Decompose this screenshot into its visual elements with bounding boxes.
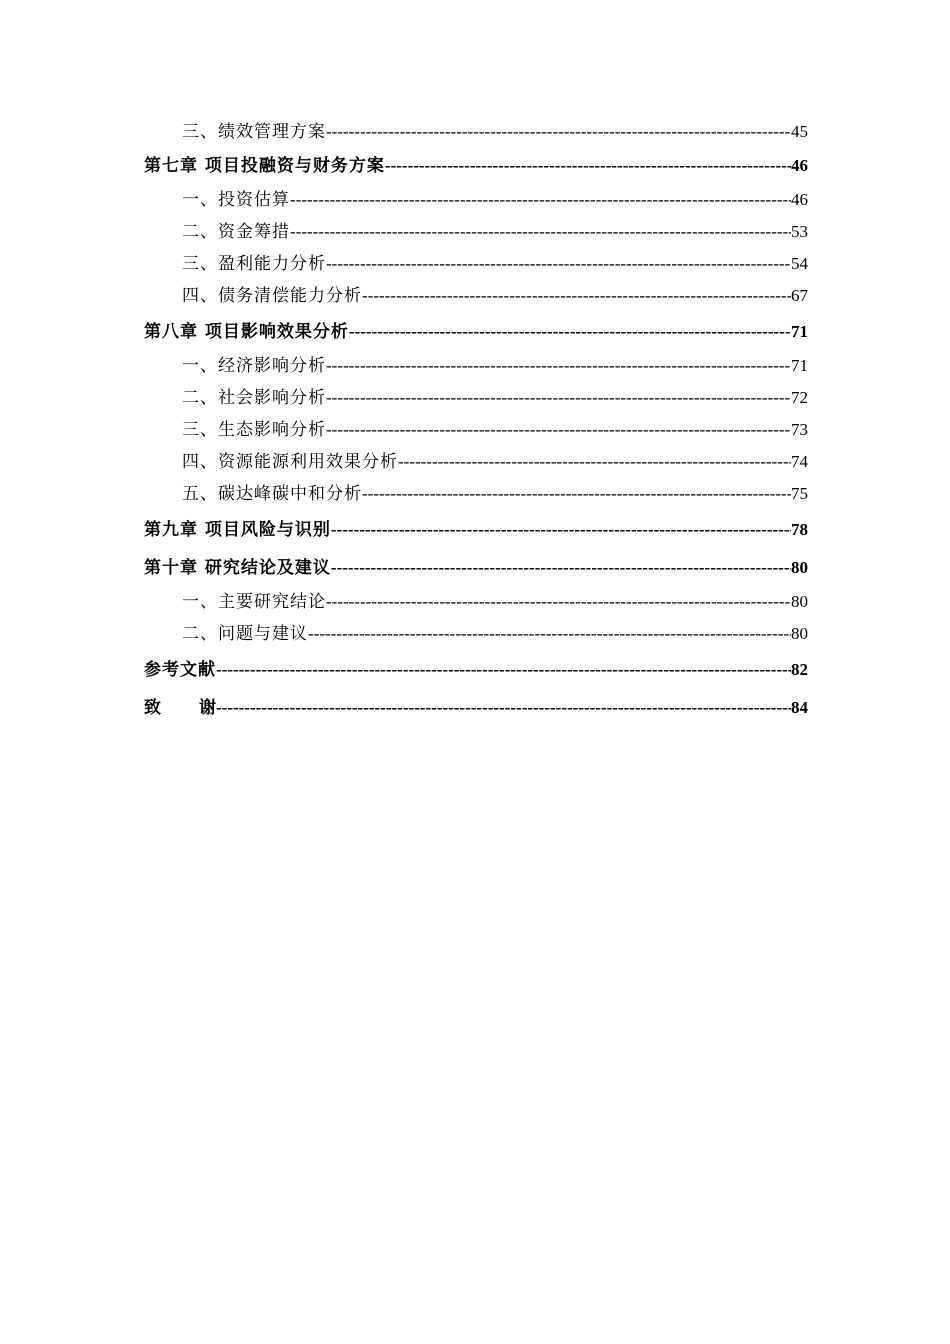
- toc-entry[interactable]: [144, 587, 808, 619]
- toc-leader-dots: [308, 624, 791, 644]
- toc-chapter-page: 82: [791, 660, 808, 679]
- toc-entry-page: 80: [791, 624, 808, 643]
- toc-entry-title: 一、主要研究结论: [182, 592, 326, 612]
- toc-entry[interactable]: [144, 249, 808, 281]
- toc-leader-dots: [326, 592, 791, 612]
- toc-entry-title: 一、经济影响分析: [182, 356, 326, 376]
- toc-leader-dots: [326, 254, 791, 274]
- toc-leader-dots: [290, 222, 791, 242]
- toc-leader-dots: [349, 322, 791, 342]
- toc-leader-dots: [326, 122, 791, 142]
- toc-entry-title: 四、债务清偿能力分析: [182, 286, 362, 306]
- toc-leader-dots: [362, 484, 791, 504]
- toc-entry[interactable]: [144, 351, 808, 383]
- toc-leader-dots: [326, 388, 791, 408]
- toc-entry[interactable]: [144, 185, 808, 217]
- toc-leader-dots: [216, 660, 791, 680]
- toc-entry-page: 74: [791, 452, 808, 471]
- toc-entry-page: 75: [791, 484, 808, 503]
- toc-leader-dots: [326, 356, 791, 376]
- toc-chapter-title: 参考文献: [144, 660, 216, 680]
- toc-entry-title: 二、资金筹措: [182, 222, 290, 242]
- toc-chapter-entry[interactable]: [144, 515, 808, 549]
- toc-chapter-entry[interactable]: [144, 655, 808, 689]
- toc-leader-dots: [385, 156, 791, 176]
- toc-entry-page: 80: [791, 592, 808, 611]
- toc-leader-dots: [290, 190, 791, 210]
- toc-entry-page: 67: [791, 286, 808, 305]
- toc-leader-dots: [331, 520, 791, 540]
- toc-chapter-page: 84: [791, 698, 808, 717]
- toc-entry-page: 54: [791, 254, 808, 273]
- toc-chapter-title: 第八章 项目影响效果分析: [144, 322, 349, 342]
- toc-chapter-page: 78: [791, 520, 808, 539]
- toc-leader-dots: [216, 698, 791, 718]
- toc-entry-title: 四、资源能源利用效果分析: [182, 452, 398, 472]
- toc-chapter-page: 80: [791, 558, 808, 577]
- toc-entry-title: 三、盈利能力分析: [182, 254, 326, 274]
- toc-leader-dots: [326, 420, 791, 440]
- toc-leader-dots: [398, 452, 791, 472]
- toc-entry-page: 45: [791, 122, 808, 141]
- toc-leader-dots: [362, 286, 791, 306]
- toc-entry-title: 二、问题与建议: [182, 624, 308, 644]
- table-of-contents: [144, 117, 808, 727]
- toc-chapter-entry[interactable]: [144, 317, 808, 351]
- toc-entry-page: 73: [791, 420, 808, 439]
- toc-entry-title: 三、绩效管理方案: [182, 122, 326, 142]
- toc-leader-dots: [331, 558, 791, 578]
- toc-chapter-entry[interactable]: [144, 151, 808, 185]
- toc-entry-page: 71: [791, 356, 808, 375]
- toc-entry[interactable]: [144, 117, 808, 149]
- toc-entry[interactable]: [144, 383, 808, 415]
- toc-entry[interactable]: [144, 217, 808, 249]
- toc-entry[interactable]: [144, 619, 808, 651]
- toc-chapter-page: 46: [791, 156, 808, 175]
- toc-entry[interactable]: [144, 479, 808, 511]
- toc-chapter-entry[interactable]: [144, 553, 808, 587]
- toc-chapter-title: 致 谢: [144, 698, 216, 718]
- toc-chapter-title: 第七章 项目投融资与财务方案: [144, 156, 385, 176]
- toc-entry[interactable]: [144, 281, 808, 313]
- toc-chapter-page: 71: [791, 322, 808, 341]
- toc-entry-title: 二、社会影响分析: [182, 388, 326, 408]
- toc-entry[interactable]: [144, 415, 808, 447]
- toc-entry-title: 五、碳达峰碳中和分析: [182, 484, 362, 504]
- toc-chapter-title: 第十章 研究结论及建议: [144, 558, 331, 578]
- toc-entry-title: 一、投资估算: [182, 190, 290, 210]
- toc-entry-page: 46: [791, 190, 808, 209]
- toc-chapter-entry-acknowledgements[interactable]: [144, 693, 808, 727]
- toc-entry-page: 72: [791, 388, 808, 407]
- toc-chapter-title: 第九章 项目风险与识别: [144, 520, 331, 540]
- toc-entry-title: 三、生态影响分析: [182, 420, 326, 440]
- toc-entry[interactable]: [144, 447, 808, 479]
- toc-entry-page: 53: [791, 222, 808, 241]
